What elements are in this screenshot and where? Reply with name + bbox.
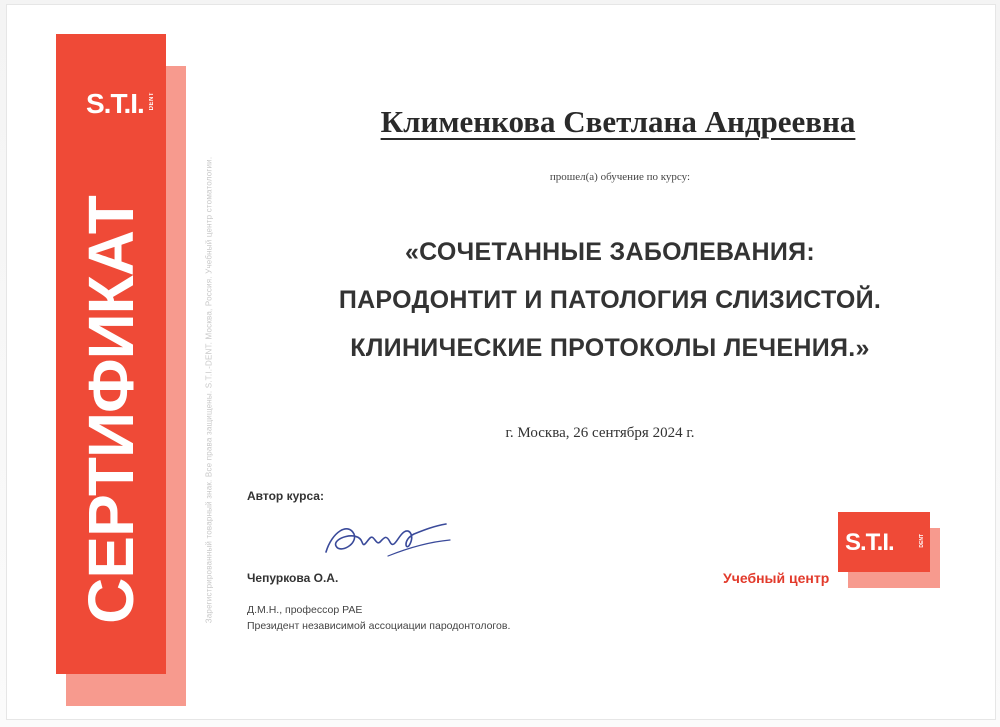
- author-name: Чепуркова О.А.: [247, 571, 339, 585]
- course-title-line: «СОЧЕТАННЫЕ ЗАБОЛЕВАНИЯ:: [404, 238, 816, 266]
- certificate-side-word: СЕРТИФИКАТ: [75, 196, 147, 624]
- place-date: г. Москва, 26 сентября 2024 г.: [505, 425, 695, 441]
- signature-icon: [318, 512, 458, 564]
- brand-logo-bottom-suffix: DENT: [919, 534, 925, 548]
- brand-logo-bottom-text: S.T.I.: [845, 529, 894, 556]
- brand-logo-suffix: DENT: [149, 92, 155, 111]
- vertical-fine-print: Зарегистрированный товарный знак. Все права защищены. S.T.I.-DENT. Москва, Россия. Учебный центр стоматологии.: [204, 156, 214, 624]
- author-title: [247, 602, 510, 634]
- training-center-label: Учебный центр: [723, 570, 830, 586]
- course-title-line: ПАРОДОНТИТ И ПАТОЛОГИЯ СЛИЗИСТОЙ.: [338, 286, 882, 314]
- course-title-line: КЛИНИЧЕСКИЕ ПРОТОКОЛЫ ЛЕЧЕНИЯ.»: [350, 334, 870, 362]
- author-title-line: Д.М.Н., профессор РАЕ: [247, 604, 363, 616]
- intro-text: прошел(а) обучение по курсу:: [549, 171, 691, 183]
- brand-logo-top: [86, 88, 155, 120]
- course-title: [250, 228, 970, 372]
- brand-logo-text: S.T.I.: [86, 88, 144, 119]
- author-label: Автор курса:: [247, 489, 324, 503]
- author-title-line: Президент независимой ассоциации пародонтологов.: [247, 620, 511, 632]
- recipient-name: Клименкова Светлана Андреевна: [380, 104, 856, 139]
